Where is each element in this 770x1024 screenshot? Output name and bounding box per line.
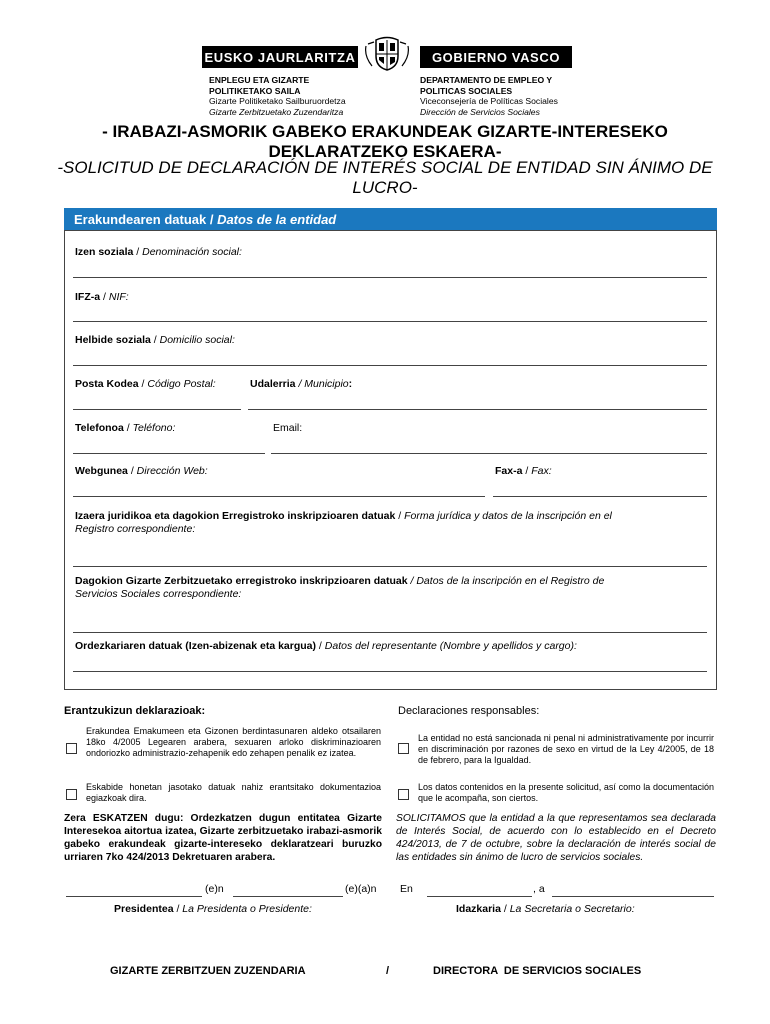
email-field[interactable] (271, 453, 707, 454)
town-field[interactable] (248, 409, 707, 410)
legal-label-es2: Registro correspondiente: (75, 523, 196, 535)
web-label-eu: Webgunea (75, 465, 128, 477)
footer-es: DIRECTORA DE SERVICIOS SOCIALES (433, 965, 642, 977)
section-title-eu: Erakundearen datuak / (74, 211, 218, 227)
declaration-2-checkbox-es[interactable] (398, 789, 409, 800)
section-title-es: Datos de la entidad (217, 211, 337, 227)
nif-label-eu: IFZ-a (75, 291, 101, 303)
logo-eusko-jaurlaritza: EUSKO JAURLARITZA (202, 46, 358, 68)
address-label-eu: Helbide soziala (75, 334, 151, 346)
page-title-eu (40, 122, 730, 162)
web-label-es: Dirección Web: (136, 465, 208, 477)
legal-label-eu: Izaera juridikoa eta dagokion Erregistroko inskripzioaren datuak (75, 510, 396, 522)
secretary-label-eu: Idazkaria (456, 903, 501, 915)
president-label-eu: Presidentea (114, 903, 174, 915)
declarations-title-eu: Erantzukizun deklarazioak: (64, 705, 206, 717)
entity-data-form (64, 230, 717, 690)
date-field-es[interactable] (552, 896, 714, 897)
town-label (250, 378, 352, 391)
dept-es-line1: DEPARTAMENTO DE EMPLEO Y (420, 75, 553, 85)
fax-field[interactable] (493, 496, 707, 497)
nif-label: IFZ-a / NIF: (75, 291, 129, 303)
town-label-es: / Municipio (298, 378, 349, 390)
dept-es-line3: Viceconsejería de Políticas Sociales (420, 96, 558, 106)
date-suffix-eu: (e)(a)n (345, 883, 377, 895)
place-field-eu[interactable] (66, 896, 202, 897)
name-label-eu: Izen soziala (75, 246, 134, 258)
address-label: Helbide soziala / Domicilio social: (75, 334, 235, 346)
representative-label-es: Datos del representante (Nombre y apellidos y cargo): (324, 640, 577, 652)
section-header-entity-data (64, 208, 717, 230)
phone-label-eu: Telefonoa (75, 422, 124, 434)
town-label-eu: Udalerria (250, 378, 296, 390)
social-registry-label-es: / Datos de la inscripción en el Registro de (410, 575, 605, 587)
title-eu-line2: DEKLARATZEKO ESKAERA- (268, 142, 502, 161)
president-label (114, 903, 312, 915)
date-field-eu[interactable] (233, 896, 343, 897)
legal-label-es: Forma jurídica y datos de la inscripción en el (404, 510, 612, 522)
address-label-es: Domicilio social: (159, 334, 235, 346)
declarations-title-es: Declaraciones responsables: (398, 705, 540, 717)
footer-slash: / (386, 965, 390, 977)
place-suffix-eu: (e)n (205, 883, 224, 895)
declaration-1-text-es: La entidad no está sancionada ni penal ni administrativamente por incurrir en discriminación por razones de sexo en virtud de la Ley 4/2005, de 18 de febrero, para la Igualdad. (418, 733, 714, 765)
fax-label-eu: Fax-a (495, 465, 523, 477)
dept-eu-line3: Gizarte Politiketako Sailburuordetza (209, 96, 346, 106)
date-prefix-es: , a (533, 883, 545, 895)
postal-label: Posta Kodea / Código Postal: (75, 378, 216, 390)
place-prefix-es: En (400, 883, 413, 895)
legal-label: Izaera juridikoa eta dagokion Erregistroko inskripzioaren datuak / Forma jurídica y datos de la inscripción en el Registro correspondiente: (75, 510, 612, 535)
fax-label: Fax-a / Fax: (495, 465, 552, 477)
department-es (420, 75, 558, 117)
request-text-eu: Zera ESKATZEN dugu: Ordezkatzen dugun entitatea Gizarte Interesekoa aitortua izatea, Gizarte zerbitzuetako irabazi-asmorik gabeko erakundeak gizarte-intereseko deklaratzeari buruzko urriaren 7ko 424/2013 Dekretuaren arabera. (64, 813, 382, 863)
address-field[interactable] (73, 365, 707, 366)
town-label-colon: : (348, 378, 353, 390)
declaration-2-text-eu: Eskabide honetan jasotako datuak nahiz erantsitako dokumentazioa egiazkoak dira. (86, 782, 381, 803)
place-field-es[interactable] (427, 896, 532, 897)
representative-label: Ordezkariaren datuak (Izen-abizenak eta kargua) / Datos del representante (Nombre y apellidos y cargo): (75, 640, 577, 652)
social-registry-label-es2: Servicios Sociales correspondiente: (75, 588, 242, 600)
dept-eu-line2: POLITIKETAKO SAILA (209, 85, 301, 96)
declaration-2-checkbox-eu[interactable] (66, 789, 77, 800)
nif-label-es: NIF: (108, 291, 129, 303)
nif-field[interactable] (73, 321, 707, 322)
postal-label-eu: Posta Kodea (75, 378, 139, 390)
department-eu (209, 75, 346, 117)
social-registry-label (75, 575, 705, 601)
footer-eu: GIZARTE ZERBITZUEN ZUZENDARIA (110, 965, 306, 977)
declaration-2-text-es: Los datos contenidos en la presente solicitud, así como la documentación que le acompaña, son ciertos. (418, 782, 714, 803)
title-eu-line1: - IRABAZI-ASMORIK GABEKO ERAKUNDEAK GIZARTE-INTERESEKO (102, 122, 668, 141)
request-text-es: SOLICITAMOS que la entidad a la que representamos sea declarada de Interés Social, de acuerdo con lo establecido en el Decreto 424/2013, de 7 de octubre, sobre la declaración de interés social de las entidades sin ánimo de lucro de servicios sociales. (396, 813, 716, 863)
title-es-line2: LUCRO- (352, 178, 418, 197)
legal-field[interactable] (73, 566, 707, 567)
dept-eu-line4: Gizarte Zerbitzuetako Zuzendaritza (209, 106, 344, 117)
web-label: Webgunea / Dirección Web: (75, 465, 208, 477)
secretary-slash: / (503, 903, 507, 915)
postal-field[interactable] (73, 409, 241, 410)
web-field[interactable] (73, 496, 485, 497)
declaration-1-checkbox-eu[interactable] (66, 743, 77, 754)
president-label-es: La Presidenta o Presidente: (182, 903, 312, 915)
dept-es-line4: Dirección de Servicios Sociales (420, 106, 540, 117)
phone-field[interactable] (73, 453, 265, 454)
name-field[interactable] (73, 277, 707, 278)
president-slash: / (176, 903, 180, 915)
phone-label: Telefonoa / Teléfono: (75, 422, 176, 434)
page-title-es (40, 158, 730, 198)
fax-label-es: Fax: (531, 465, 552, 477)
secretary-label (456, 903, 635, 915)
name-label: Izen soziala / Denominación social: (75, 246, 242, 258)
title-es-line1: -SOLICITUD DE DECLARACIÓN DE INTERÉS SOCIAL DE ENTIDAD SIN ÁNIMO DE (57, 158, 713, 177)
social-registry-field[interactable] (73, 632, 707, 633)
email-label: Email: (273, 422, 303, 434)
dept-es-line2: POLITICAS SOCIALES (420, 85, 513, 96)
phone-label-es: Teléfono: (132, 422, 176, 434)
representative-field[interactable] (73, 671, 707, 672)
logo-gobierno-vasco: GOBIERNO VASCO (420, 46, 572, 68)
declaration-1-text-eu: Erakundea Emakumeen eta Gizonen berdintasunaren aldeko otsailaren 18ko 4/2005 Legearen arabera, sexuaren arloko diskriminazioaren ondoriozko administrazio-zehapenik edo zehapen penalik ez izatea. (86, 726, 381, 758)
dept-eu-line1: ENPLEGU ETA GIZARTE (209, 75, 310, 85)
postal-label-es: Código Postal: (147, 378, 216, 390)
representative-label-eu: Ordezkariaren datuak (Izen-abizenak eta kargua) (75, 640, 317, 652)
social-registry-label-eu: Dagokion Gizarte Zerbitzuetako erregistroko inskripzioaren datuak (75, 575, 408, 587)
coat-of-arms-icon (362, 36, 412, 72)
declaration-1-checkbox-es[interactable] (398, 743, 409, 754)
name-label-es: Denominación social: (142, 246, 242, 258)
secretary-label-es: La Secretaria o Secretario: (509, 903, 635, 915)
